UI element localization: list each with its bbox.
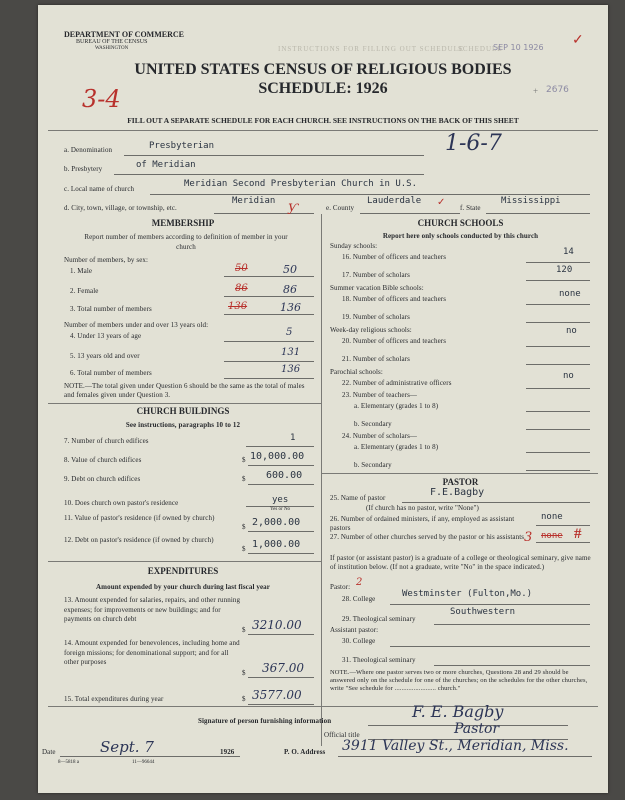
q2-label: 2. Female: [70, 287, 99, 295]
q4-label: 4. Under 13 years of age: [70, 332, 142, 340]
q11-value: 2,000.00: [252, 517, 301, 528]
q10-hint: Yes or No: [270, 507, 291, 512]
q25-label: 25. Name of pastor: [330, 494, 386, 502]
hash-mark: #: [574, 526, 582, 542]
q22-label: 22. Number of administrative officers: [342, 379, 452, 387]
q7-value: 1: [290, 433, 296, 443]
official-title-label: Official title: [324, 731, 360, 739]
pastor-subheading: Pastor:: [330, 583, 351, 591]
bureau-label: BUREAU OF THE CENSUS: [76, 39, 148, 45]
q26-label: 26. Number of ordained ministers, if any, employed as assistant pastors: [330, 515, 515, 532]
graduate-note: If pastor (or assistant pastor) is a graduate of a college or theological seminary, give name of institution below. (If not a graduate, write "No" in the space indicated.): [330, 554, 591, 571]
q4-value: 5: [286, 327, 293, 338]
q17-value: 120: [556, 265, 573, 275]
q27-handwritten-count: 3: [524, 530, 533, 545]
check-mark: ✓: [572, 33, 584, 48]
q10-label: 10. Does church own pastor's residence: [64, 499, 179, 507]
handwritten-code-right: 1-6-7: [445, 131, 502, 156]
q16-label: 16. Number of officers and teachers: [342, 253, 447, 261]
q27-label: 27. Number of other churches served by the pastor or his assistants: [330, 533, 525, 541]
q8-label: 8. Value of church edifices: [64, 456, 142, 464]
handwritten-mark-left: 3-4: [82, 85, 121, 113]
q1-value: 50: [283, 263, 297, 276]
q8-value: 10,000.00: [250, 451, 305, 462]
department-label: DEPARTMENT OF COMMERCE: [64, 30, 185, 39]
form-code: 8—5818 a: [58, 760, 79, 765]
red-tick: ✓: [437, 197, 446, 208]
q28-value: Westminster (Fulton,Mo.): [402, 589, 533, 599]
q14-value: 367.00: [262, 661, 304, 675]
q14-label: 14. Amount expended for benevolences, including home and foreign missions; for denominational support; and for all other purposes: [64, 639, 240, 666]
divider: [48, 130, 598, 131]
q5-value: 131: [281, 347, 301, 358]
expenditures-subheading: Amount expended by your church during last fiscal year: [96, 583, 270, 591]
weekday-schools-label: Week-day religious schools:: [330, 326, 412, 334]
q17-label: 17. Number of scholars: [342, 271, 410, 279]
summer-schools-label: Summer vacation Bible schools:: [330, 284, 424, 292]
q20-value: no: [566, 326, 577, 336]
denomination-label: a. Denomination: [64, 146, 113, 154]
expenditures-heading: EXPENDITURES: [147, 566, 219, 576]
q10-value: yes: [272, 495, 289, 505]
print-code: 11—96644: [132, 760, 155, 765]
membership-heading: MEMBERSHIP: [151, 218, 215, 228]
q7-label: 7. Number of church edifices: [64, 437, 149, 445]
q19-label: 19. Number of scholars: [342, 313, 410, 321]
date-year: 1926: [220, 748, 235, 756]
city-label: d. City, town, village, or township, etc.: [64, 204, 177, 212]
members-by-age-label: Number of members under and over 13 years old:: [64, 321, 209, 329]
plus-mark: +: [533, 86, 539, 96]
q11-label: 11. Value of pastor's residence (if owned by church): [64, 514, 215, 522]
red-mark: 2: [356, 577, 363, 588]
q5-label: 5. 13 years old and over: [70, 352, 140, 360]
q20-label: 20. Number of officers and teachers: [342, 337, 447, 345]
q27-value: none: [541, 531, 563, 541]
city-value: Meridian: [232, 196, 276, 206]
members-by-sex-label: Number of members, by sex:: [64, 256, 149, 264]
q16-value: 14: [563, 247, 574, 257]
schools-heading: CHURCH SCHOOLS: [417, 218, 504, 228]
address-value: 3911 Valley St., Meridian, Miss.: [342, 738, 569, 754]
q24b-label: b. Secondary: [354, 461, 392, 469]
q30-label: 30. College: [342, 637, 376, 645]
q9-label: 9. Debt on church edifices: [64, 475, 141, 483]
q23a-label: a. Elementary (grades 1 to 8): [354, 402, 439, 410]
q2-value: 86: [283, 283, 297, 296]
presbytery-value: of Meridian: [136, 160, 196, 170]
county-label: e. County: [326, 204, 355, 212]
q24-label: 24. Number of scholars—: [342, 432, 418, 440]
signature-label: Signature of person furnishing information: [198, 717, 332, 725]
form-instruction: FILL OUT A SEPARATE SCHEDULE FOR EACH CHURCH. SEE INSTRUCTIONS ON THE BACK OF THIS SHEET: [127, 116, 519, 125]
q3-label: 3. Total number of members: [70, 305, 152, 313]
form-schedule-year: SCHEDULE: 1926: [258, 80, 388, 97]
bleedthrough-text: INSTRUCTIONS FOR FILLING OUT SCHEDULE: [278, 45, 465, 53]
sunday-schools-label: Sunday schools:: [330, 242, 378, 250]
official-title-value: Pastor: [454, 721, 500, 737]
q21-label: 21. Number of scholars: [342, 355, 410, 363]
q6-label: 6. Total number of members: [70, 369, 152, 377]
q28-label: 28. College: [342, 595, 376, 603]
q15-value: 3577.00: [252, 688, 302, 702]
date-label: Date: [42, 748, 56, 756]
pastor-note: NOTE.—Where one pastor serves two or more churches, Questions 28 and 29 should be answered only on the schedule for one of the churches; on the schedules for the other churches, write "See schedule for ........................ church.": [330, 669, 588, 692]
signature: F. E. Bagby: [412, 702, 504, 721]
address-label: P. O. Address: [284, 748, 326, 756]
buildings-heading: CHURCH BUILDINGS: [136, 406, 230, 416]
column-divider: [321, 214, 322, 746]
schools-intro: Report here only schools conducted by this church: [382, 232, 539, 240]
census-schedule-sheet: INSTRUCTIONS FOR FILLING OUT SCHEDULE SCHEDULE DEPARTMENT OF COMMERCE BUREAU OF THE CENSUS WASHINGTON SEP 10 1926 ✓ 2676 + UNITED STATES CENSUS OF RELIGIOUS BODIES SCHEDULE: 1926 3-4 FILL OUT A SEPARATE SCHEDULE FOR EACH CHURCH. SEE INSTRUCTIONS ON THE BACK OF THIS SHEET a. Denomination Presbyterian 1-6-7 b. Presbytery of Meridian c. Local name of church Meridian Second Presbyterian Church in U.S. d. City, town, village, or township, etc. Meridian ƴ e. County Lauderdale ✓ f. State Mississippi MEMBERSHIP Report number of members according to definition of member in your church Number of members, by sex: 1. Male 50 50 2. Female 86 86 3. Total number of members 136 136 Number of members under and over 13 years old: 4. Under 13 years of age 5 5. 13 years old and over 131 6. Total number of members 136 NOTE.—The total given under Question 6 should be the same as the total of males and females given under Question 3. CHURCH BUILDINGS See instructions, paragraphs 10 to 12 7. Number of church edifices 1 8. Value of church edifices $ 10,000.00 9. Debt on church edifices $ 600.00 10. Does church own pastor's residence yes Yes or No 11. Value of pastor's residence (if owned by church) $ 2,000.00 12. Debt on pastor's residence (if owned by church) $ 1,000.00 EXPENDITURES Amount expended by your church during last fiscal year 13. Amount expended for salaries, repairs, and other running expenses; for improvements or new buildings; and for payments on church debt $ 3210.00 14. Amount expended for benevolences, including home and foreign missions; for denominational support; and for all other purposes $ 367.00 15. Total expenditures during year $ 3577.00 CHURCH SCHOOLS Report here only schools conducted by this church Sunday schools: 16. Number of officers and teachers 14 17. Number of scholars 120 Summer vacation Bible schools: 18. Number of officers and teachers none 19. Number of scholars Week-day religious schools: 20. Number of officers and teachers no 21. Number of scholars Parochial schools: 22. Number of administrative officers no 23. Number of teachers— a. Elementary (grades 1 to 8) b. Secondary 24. Number of scholars— a. Elementary (grades 1 to 8) b. Secondary PASTOR 25. Name of pastor F.E.Bagby (If church has no pastor, write "None") 26. Number of ordained ministers, if any, employed as assistant pastors none 27. Number of other churches served by the pastor or his assistants 3 none # If pastor (or assistant pastor) is a graduate of a college or theological seminary, give name of institution below. (If not a graduate, write "No" in the space indicated.) Pastor: 2 28. College Westminster (Fulton,Mo.) 29. Theological seminary Southwestern Assistant pastor: 30. College 31. Theological seminary NOTE.—Where one pastor serves two or more churches, Questions 28 and 29 should be answered only on the schedule for one of the churches; on the schedules for the other churches, write "See schedule for ........................ church." Signature of person furnishing information F. E. Bagby Official title Pastor Date Sept. 7 1926 P. O. Address 3911 Valley St., Meridian, Miss. 8—5818 a 11—96644: [38, 5, 608, 793]
q29-label: 29. Theological seminary: [342, 615, 416, 623]
denomination-value: Presbyterian: [149, 141, 215, 151]
state-label: f. State: [460, 204, 481, 212]
q9-value: 600.00: [266, 470, 303, 481]
q29-value: Southwestern: [450, 607, 516, 617]
q31-label: 31. Theological seminary: [342, 656, 416, 664]
q2-old-value: 86: [235, 283, 248, 294]
serial-number-stamp: 2676: [546, 85, 569, 95]
city-label: WASHINGTON: [95, 46, 129, 51]
county-value: Lauderdale: [367, 196, 422, 206]
q23-label: 23. Number of teachers—: [342, 391, 417, 399]
pastor-heading: PASTOR: [442, 477, 479, 487]
q24a-label: a. Elementary (grades 1 to 8): [354, 443, 439, 451]
received-date-stamp: SEP 10 1926: [493, 43, 544, 52]
q6-value: 136: [281, 364, 301, 375]
form-title: UNITED STATES CENSUS OF RELIGIOUS BODIES: [134, 61, 512, 78]
q23b-label: b. Secondary: [354, 420, 392, 428]
q1-old-value: 50: [235, 263, 248, 274]
q3-old-value: 136: [228, 301, 248, 312]
q1-label: 1. Male: [70, 267, 93, 275]
q15-label: 15. Total expenditures during year: [64, 695, 164, 703]
bleedthrough-text: SCHEDULE: [458, 45, 503, 53]
membership-note: NOTE.—The total given under Question 6 should be the same as the total of males and females given under Question 3.: [64, 382, 305, 399]
presbytery-label: b. Presbytery: [64, 165, 103, 173]
local-name-value: Meridian Second Presbyterian Church in U.S.: [184, 179, 417, 189]
red-tick: ƴ: [288, 199, 299, 215]
q18-label: 18. Number of officers and teachers: [342, 295, 447, 303]
q13-label: 13. Amount expended for salaries, repairs, and other running expenses; for improvements or new buildings; and for payments on church debt: [64, 596, 241, 623]
q18-value: none: [559, 289, 581, 299]
q12-value: 1,000.00: [252, 539, 301, 550]
parochial-schools-label: Parochial schools:: [330, 368, 383, 376]
local-name-label: c. Local name of church: [64, 185, 135, 193]
q13-value: 3210.00: [252, 618, 302, 632]
q26-value: none: [541, 512, 563, 522]
q25-hint: (If church has no pastor, write "None"): [366, 504, 479, 512]
membership-intro: Report number of members according to definition of member in your church: [84, 233, 288, 251]
assistant-pastor-subheading: Assistant pastor:: [330, 626, 379, 634]
q25-value: F.E.Bagby: [430, 487, 485, 498]
buildings-subheading: See instructions, paragraphs 10 to 12: [125, 421, 241, 429]
date-value: Sept. 7: [100, 738, 154, 756]
q12-label: 12. Debt on pastor's residence (if owned by church): [64, 536, 214, 544]
q3-value: 136: [280, 301, 301, 314]
q22-value: no: [563, 371, 574, 381]
state-value: Mississippi: [501, 196, 561, 206]
